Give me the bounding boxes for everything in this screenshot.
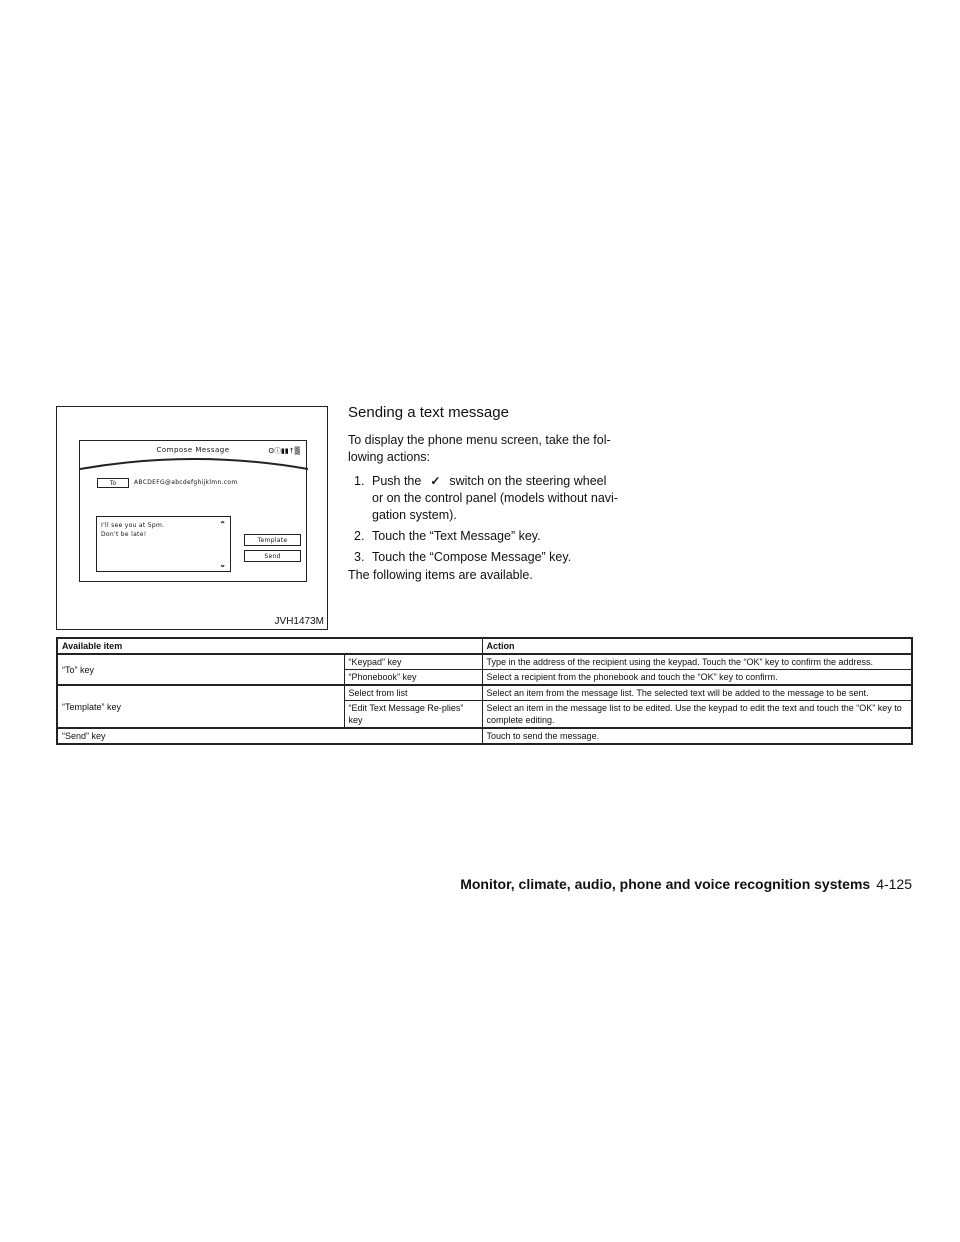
table-header [57,638,912,654]
sub-keypad-key: “Keypad” key [344,654,482,670]
step-3-text: Touch the “Compose Message” key. [372,550,572,564]
action-edit: Select an item in the message list to be edited. Use the keypad to edit the text and touch the “OK” key to complete editing. [482,701,912,729]
status-icons: ʘⓘ▮▮↑▒ [268,447,300,455]
send-button: Send [244,550,301,562]
step-1-text-d: gation system). [372,508,457,522]
template-button: Template [244,534,301,546]
step-1-text-a: Push the [372,474,422,488]
phone-switch-icon: ✓ [430,474,441,488]
action-phonebook: Select a recipient from the phonebook and touch the “OK” key to confirm. [482,670,912,686]
action-keypad: Type in the address of the recipient using the keypad. Touch the “OK” key to confirm the address. [482,654,912,670]
screen-title: Compose Message [156,446,230,454]
sub-edit-key: “Edit Text Message Re-plies” key [344,701,482,729]
step-number: 1. [354,474,365,488]
step-number: 2. [354,529,365,543]
action-send: Touch to send the message. [482,728,912,744]
message-box [96,516,231,572]
intro-line-1: To display the phone menu screen, take the fol- [348,433,611,447]
to-key: To [97,478,129,488]
table-row [57,685,912,701]
header-arc [80,451,308,471]
items-table [56,637,913,745]
intro-text [348,432,648,466]
action-select-from-list: Select an item from the message list. The selected text will be added to the message to be sent. [482,685,912,701]
header-action: Action [482,638,912,654]
step-1-text-b: switch on the steering wheel [449,474,607,488]
page-footer [460,876,912,892]
message-text [101,521,164,539]
page-number: 4-125 [876,876,912,892]
to-address: ABCDEFG@abcdefghijklmn.com [134,479,238,486]
item-send-key: “Send” key [57,728,482,744]
available-text: The following items are available. [348,568,533,582]
item-template-key: “Template” key [57,685,344,728]
step-1-text-c: or on the control panel (models without navi- [372,491,618,505]
header-available-item: Available item [57,638,482,654]
figure-id: JVH1473M [274,616,324,627]
screen-illustration [79,440,307,582]
message-line-2: Don't be late! [101,531,147,538]
message-line-1: I'll see you at 5pm. [101,522,165,529]
step-2 [354,528,654,545]
figure-compose-message [56,406,328,630]
step-1 [354,473,654,524]
step-2-text: Touch the “Text Message” key. [372,529,541,543]
step-number: 3. [354,550,365,564]
table-row [57,654,912,670]
sub-select-from-list: Select from list [344,685,482,701]
step-3 [354,549,654,566]
intro-line-2: lowing actions: [348,450,430,464]
sub-phonebook-key: “Phonebook” key [344,670,482,686]
footer-section-title: Monitor, climate, audio, phone and voice recognition systems [460,876,871,892]
table-row [57,728,912,744]
section-title: Sending a text message [348,404,509,421]
chevron-down-icon: ⌄ [219,560,226,569]
chevron-up-icon: ⌃ [219,520,226,529]
item-to-key: “To” key [57,654,344,685]
